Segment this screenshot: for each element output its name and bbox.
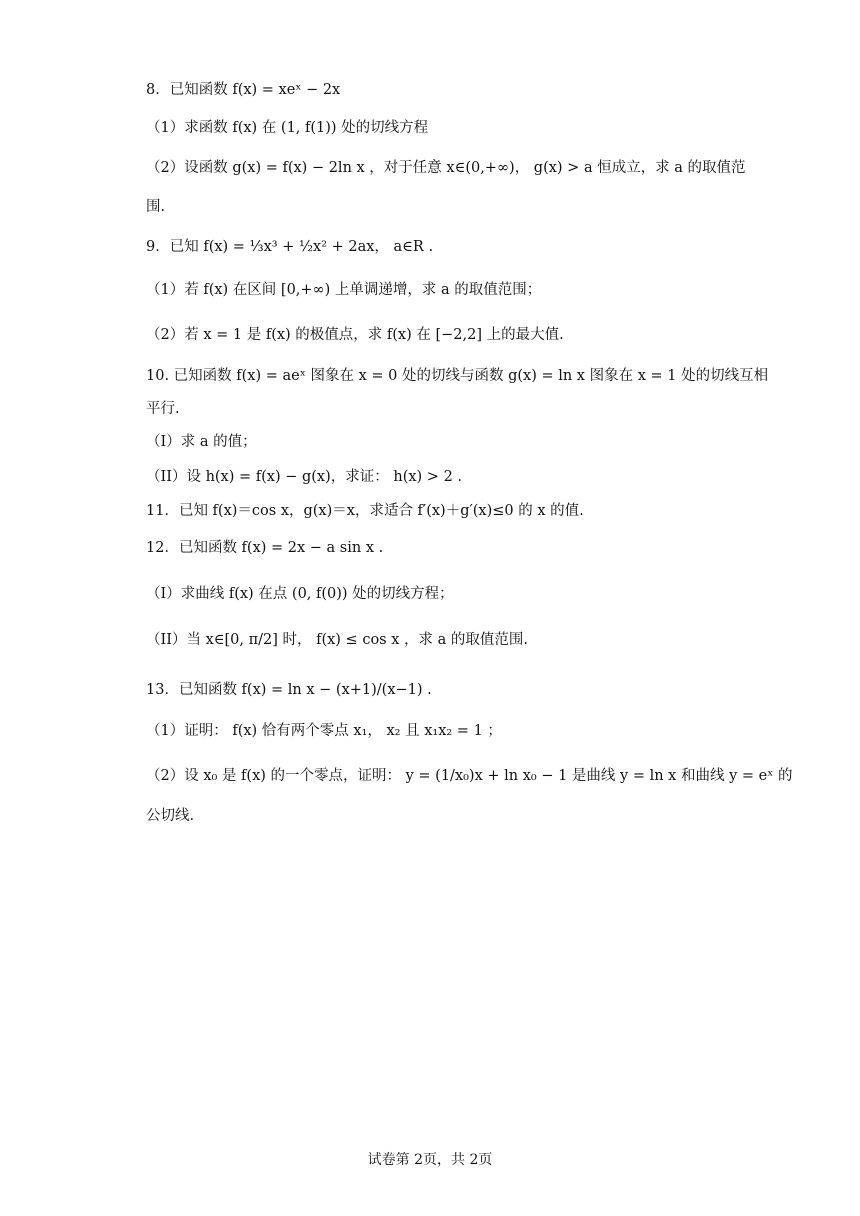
problem-8-stem: 8．已知函数 f(x) = xeˣ − 2x (146, 82, 341, 98)
problem-9-stem: 9．已知 f(x) = ⅓x³ + ½x² + 2ax， a∈R . (146, 239, 434, 255)
problem-9-part-2: （2）若 x = 1 是 f(x) 的极值点，求 f(x) 在 [−2,2] 上的最大值. (146, 327, 564, 343)
problem-8-part-1: （1）求函数 f(x) 在 (1, f(1)) 处的切线方程 (146, 120, 429, 136)
problem-11-stem: 11．已知 f(x)＝cos x，g(x)＝x，求适合 f′(x)＋g′(x)≤0 的 x 的值. (146, 503, 584, 519)
problem-10-part-1: （I）求 a 的值； (146, 434, 257, 450)
problem-12-stem: 12．已知函数 f(x) = 2x − a sin x . (146, 540, 384, 556)
problem-12-part-1: （I）求曲线 f(x) 在点 (0, f(0)) 处的切线方程； (146, 586, 454, 602)
problem-10-part-2: （II）设 h(x) = f(x) − g(x)，求证： h(x) > 2 . (146, 469, 463, 485)
problem-9-part-1: （1）若 f(x) 在区间 [0,+∞) 上单调递增，求 a 的取值范围； (146, 282, 542, 298)
problem-12-part-2: （II）当 x∈[0, π/2] 时， f(x) ≤ cos x ，求 a 的取值范围. (146, 632, 528, 648)
page-footer: 试卷第 2页，共 2页 (367, 1152, 493, 1168)
problem-13-stem: 13．已知函数 f(x) = ln x − (x+1)/(x−1) . (146, 682, 432, 698)
problem-8-part-2: （2）设函数 g(x) = f(x) − 2ln x ，对于任意 x∈(0,+∞)， g(x) > a 恒成立，求 a 的取值范 (146, 160, 746, 176)
problem-13-part-2: （2）设 x₀ 是 f(x) 的一个零点，证明： y = (1/x₀)x + ln x₀ − 1 是曲线 y = ln x 和曲线 y = eˣ 的 (146, 768, 793, 784)
problem-13-part-1: （1）证明： f(x) 恰有两个零点 x₁， x₂ 且 x₁x₂ = 1 ； (146, 723, 502, 739)
problem-10-stem-cont: 平行. (146, 401, 180, 417)
problem-13-part-2-cont: 公切线. (146, 808, 195, 824)
problem-8-part-2-cont: 围. (146, 199, 166, 215)
problem-10-stem: 10. 已知函数 f(x) = aeˣ 图象在 x = 0 处的切线与函数 g(x) = ln x 图象在 x = 1 处的切线互相 (146, 368, 769, 384)
